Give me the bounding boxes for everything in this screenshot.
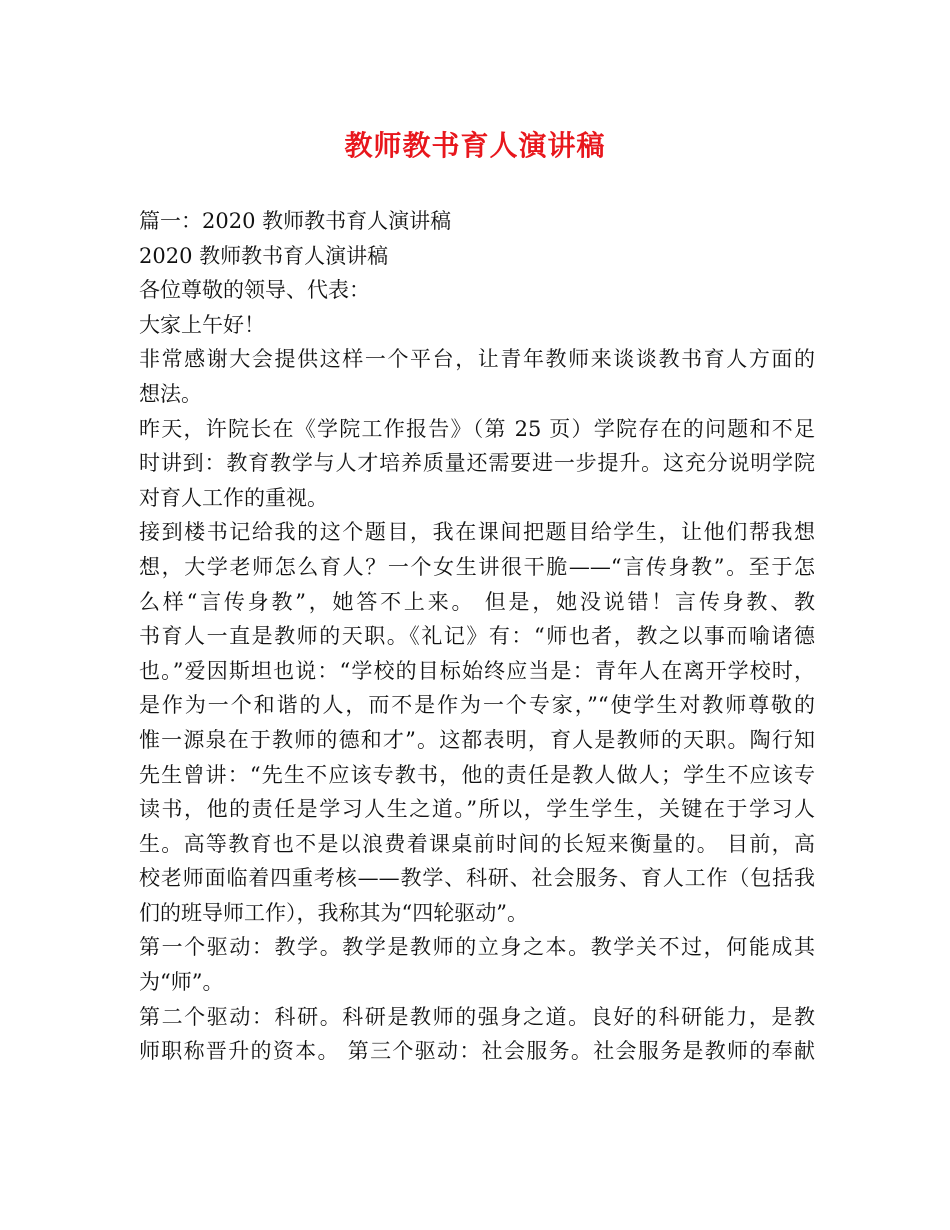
text-line: 对育人工作的重视。	[139, 485, 328, 510]
text-line: 2020 教师教书育人演讲稿	[139, 243, 389, 268]
text-line: 想，大学老师怎么育人？一个女生讲很干脆——“言传身教”。至于怎	[139, 554, 815, 579]
text-line: 惟一源泉在于教师的德和才”。这都表明，育人是教师的天职。陶行知	[139, 727, 815, 752]
document-body	[139, 204, 815, 1069]
text-line: 第一个驱动：教学。教学是教师的立身之本。教学关不过，何能成其	[139, 935, 815, 960]
text-line: 非常感谢大会提供这样一个平台，让青年教师来谈谈教书育人方面的	[139, 347, 815, 372]
text-line: 大家上午好！	[139, 312, 265, 337]
text-line: 读书，他的责任是学习人生之道。”所以，学生学生，关键在于学习人	[139, 797, 815, 822]
text-line: 书育人一直是教师的天职。《礼记》有：“师也者，教之以事而喻诸德	[139, 624, 815, 649]
text-line: 时讲到：教育教学与人才培养质量还需要进一步提升。这充分说明学院	[139, 451, 815, 476]
text-line: 为“师”。	[139, 970, 224, 995]
text-line: 么样“言传身教”，她答不上来。 但是，她没说错！言传身教、教	[139, 589, 815, 614]
document-title: 教师教书育人演讲稿	[344, 129, 606, 162]
text-line: 各位尊敬的领导、代表：	[139, 278, 370, 303]
text-line: 先生曾讲：“先生不应该专教书，他的责任是教人做人；学生不应该专	[139, 762, 815, 787]
text-line: 们的班导师工作），我称其为“四轮驱动”。	[139, 900, 528, 925]
text-line: 也。”爱因斯坦也说：“学校的目标始终应当是：青年人在离开学校时，	[139, 658, 815, 683]
text-line: 师职称晋升的资本。 第三个驱动：社会服务。社会服务是教师的奉献	[139, 1039, 815, 1064]
text-line: 接到楼书记给我的这个题目，我在课间把题目给学生，让他们帮我想	[139, 520, 815, 545]
text-line: 第二个驱动：科研。科研是教师的强身之道。良好的科研能力，是教	[139, 1004, 815, 1029]
text-line: 校老师面临着四重考核——教学、科研、社会服务、育人工作（包括我	[139, 866, 815, 891]
text-line: 是作为一个和谐的人，而不是作为一个专家，”“使学生对教师尊敬的	[139, 693, 815, 718]
text-line: 生。高等教育也不是以浪费着课桌前时间的长短来衡量的。 目前，高	[139, 831, 815, 856]
text-line: 篇一：2020 教师教书育人演讲稿	[139, 209, 452, 233]
text-line: 昨天，许院长在《学院工作报告》（第 25 页）学院存在的问题和不足	[139, 416, 815, 441]
text-line: 想法。	[139, 381, 202, 406]
